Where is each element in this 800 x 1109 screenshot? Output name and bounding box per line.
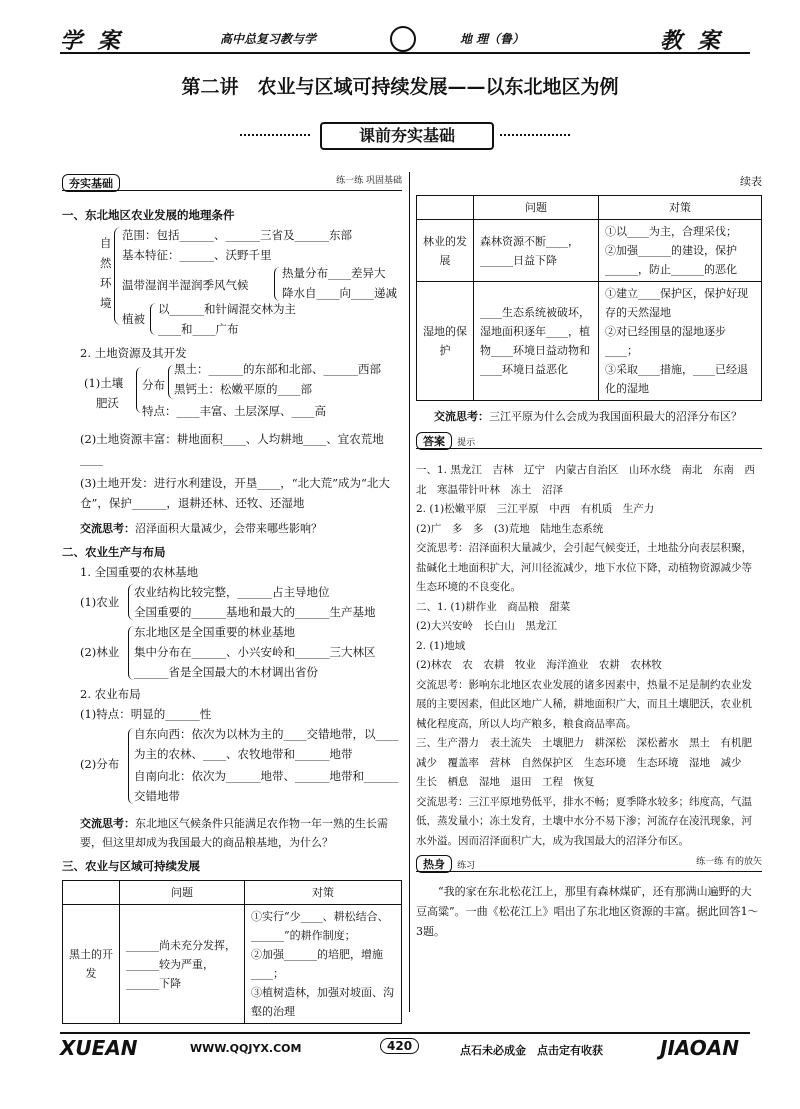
- range-line: 范围：包括______、______三省及______东部: [122, 228, 352, 242]
- vegetation-a: 以______和针阔混交林为主: [158, 302, 296, 316]
- header-subject: 地 理（鲁）: [460, 32, 525, 46]
- row-name: 湿地的保护: [417, 282, 474, 401]
- table-row: [63, 905, 402, 1024]
- answer-tag: 答案: [416, 432, 452, 450]
- layout-block: [62, 724, 402, 806]
- right-column: [416, 172, 762, 942]
- soil-label-2: 肥沃: [96, 396, 119, 410]
- answer-line: (2)广 多 多 (3)荒地 陆地生态系统: [416, 522, 604, 535]
- table-head-blank: [417, 196, 474, 220]
- think-label: 交流思考：: [80, 817, 135, 830]
- table-head-blank: [63, 881, 120, 905]
- section-tag: 夯实基础: [62, 174, 120, 192]
- measure: ②加强______的建设，保护______，防止______的恶化: [605, 244, 737, 276]
- row-problem: ______尚未充分发挥，______较为严重，______下降: [120, 905, 245, 1024]
- layout-1: (1)特点：明显的______性: [80, 707, 212, 721]
- continued-label: 续表: [740, 175, 762, 188]
- heading-1-2: 2. 土地资源及其开发: [80, 346, 187, 360]
- soil-black: 黑土：______的东部和北部、______西部: [174, 362, 381, 376]
- emblem-icon: [390, 26, 416, 52]
- left-column: [62, 172, 402, 1024]
- think-label: 交流思考：: [80, 522, 135, 535]
- nature-label: [100, 233, 114, 313]
- think-3: [434, 407, 762, 426]
- table-row: [417, 220, 762, 282]
- answer-line: 三、生产潜力 表土流失 土壤肥力 耕深松 深松蓄水 黑土 有机肥 减少 覆盖率 营林 自然保护区 生态环境 生态环境 湿地 减少 生长 栖息 湿地 退田 工程 恢复: [416, 737, 763, 788]
- agri-b: 全国重要的______基地和最大的______生产基地: [134, 605, 376, 619]
- practice-label: 练习: [457, 861, 476, 871]
- think-1: [80, 519, 402, 538]
- footer-rule: [60, 1032, 750, 1034]
- climate-heat: 热量分布____差异大: [282, 266, 386, 280]
- practice-tag-bar: [416, 853, 762, 872]
- answer-line: 交流思考：影响东北地区农业发展的诸多因素中，热量不足是制约农业发展的主要因素，但此区地广人稀，耕地面积广大，而且土壤肥沃，农业机械化程度高，所以人均产粮多，粮食商品率高。: [416, 678, 752, 730]
- row-name: 黑土的开发: [63, 905, 120, 1024]
- banner-title: 课前夯实基础: [320, 122, 494, 150]
- vegetation-label: 植被: [122, 312, 145, 326]
- answer-tag-bar: [416, 430, 762, 449]
- think-label: 交流思考：: [434, 410, 489, 423]
- practice-tag: 热身: [416, 855, 452, 873]
- footer-url: WWW.QQJYX.COM: [190, 1042, 302, 1055]
- measure: ①实行“少____、耕松结合、______”的耕作制度；: [251, 910, 389, 942]
- climate-line: 温带湿润半湿润季风气候: [122, 278, 249, 292]
- feature-line: 基本特征：______、沃野千里: [122, 248, 272, 262]
- page-header: [60, 20, 750, 60]
- layout-ew: 自东向西：依次为以林为主的____交错地带，以____为主的农林、____、农牧地带和______地带: [134, 727, 399, 761]
- measure: ②对已经围垦的湿地逐步____；: [605, 325, 726, 357]
- footer-slogan: 点石未必成金 点击定有收获: [460, 1044, 603, 1057]
- header-series: 高中总复习教与学: [220, 32, 317, 46]
- answer-line: (2)林农 农 农耕 牧业 海洋渔业 农耕 农林牧: [416, 659, 662, 671]
- heading-2: 二、农业生产与布局: [62, 545, 166, 559]
- nature-char: 然: [100, 256, 112, 270]
- section-tag-bar: [62, 172, 402, 191]
- table-head: 对策: [599, 196, 762, 220]
- answer-line: 一、1. 黑龙江 吉林 辽宁 内蒙古自治区 山环水绕 南北 东南 西北 寒温带针叶林 冻土 沼泽: [416, 464, 755, 496]
- soil-dist: 分布: [142, 378, 165, 392]
- nature-char: 自: [100, 236, 112, 250]
- soil-2: (2)土地资源丰富：耕地面积____、人均耕地____、宜农荒地____: [80, 432, 384, 466]
- row-measures: [599, 220, 762, 282]
- answer-line: (2)大兴安岭 长白山 黑龙江: [416, 620, 557, 632]
- table-head: 对策: [245, 881, 402, 905]
- soil-chernozem: 黑钙土：松嫩平原的____部: [174, 382, 312, 396]
- row-problem: 森林资源不断____，______日益下降: [474, 220, 599, 282]
- column-divider: [409, 172, 410, 1012]
- climate-rain: 降水自____向____递减: [282, 286, 397, 300]
- banner-rule-right: [500, 134, 570, 136]
- think-text: 东北地区气候条件只能满足农作物一年一熟的生长需要，但这里却成为我国最大的商品粮基地，为什么？: [80, 817, 388, 849]
- banner-rule-left: [240, 134, 310, 136]
- layout-label: (2)分布: [80, 757, 120, 771]
- answer-line: 交流思考：沼泽面积大量减少，会引起气候变迁，土地盐分向表层积聚，盐碱化土地面积扩大，河川径流减少，地下水位下降，动植物资源减少等生态环境的不良变化。: [416, 542, 752, 593]
- think-text: 沼泽面积大量减少，会带来哪些影响？: [135, 522, 322, 535]
- soil-block: [62, 363, 402, 425]
- heading-2-2: 2. 农业布局: [80, 687, 141, 701]
- section-banner: [240, 120, 570, 150]
- forest-b: 集中分布在______、小兴安岭和______三大林区: [134, 645, 376, 659]
- section-note: 练一练 巩固基础: [336, 176, 402, 186]
- forest-a: 东北地区是全国重要的林业基地: [134, 625, 295, 639]
- footer-right-logo: JIAOAN: [660, 1036, 739, 1060]
- table-head-row: [63, 881, 402, 905]
- practice-note: 练一练 有的放矢: [696, 857, 762, 867]
- brace: [274, 267, 280, 301]
- vegetation-b: ____和____广布: [158, 322, 239, 336]
- agri-a: 农业结构比较完整，______占主导地位: [134, 585, 330, 599]
- brace: [114, 227, 121, 325]
- forest-label: (2)林业: [80, 645, 120, 659]
- table-head: 问题: [120, 881, 245, 905]
- measure: ③采取____措施，____已经退化的湿地: [605, 363, 748, 395]
- row-measures: [599, 282, 762, 401]
- table-head: 问题: [474, 196, 599, 220]
- measure: ②加强______的培肥，增施____；: [251, 948, 383, 980]
- nature-char: 环: [100, 276, 112, 290]
- table-row: [417, 282, 762, 401]
- footer-left-logo: XUEAN: [60, 1036, 138, 1060]
- table-head-row: [417, 196, 762, 220]
- heading-1: 一、东北地区农业发展的地理条件: [62, 208, 235, 222]
- nature-char: 境: [100, 296, 112, 310]
- strategy-table: [62, 880, 402, 1024]
- think-text: 三江平原为什么会成为我国面积最大的沼泽分布区？: [489, 410, 742, 423]
- header-right-logo: 教 案: [660, 29, 724, 54]
- header-left-logo: 学 案: [60, 29, 124, 54]
- measure: ③植树造林，加强对坡面、沟壑的治理: [251, 986, 394, 1018]
- nature-block: [62, 225, 402, 336]
- agri-label: (1)农业: [80, 595, 120, 609]
- think-2: [80, 814, 402, 852]
- brace: [150, 303, 156, 335]
- practice-text: “我的家在东北松花江上，那里有森林煤矿，还有那满山遍野的大豆高粱”。一曲《松花江上》唱出了东北地区资源的丰富。据此回答1～3题。: [416, 885, 759, 938]
- soil-label: (1)土壤: [84, 376, 124, 390]
- heading-2-1: 1. 全国重要的农林基地: [80, 565, 199, 579]
- measure: ①以____为主，合理采伐；: [605, 225, 737, 238]
- header-rule: [60, 52, 750, 54]
- row-measures: [245, 905, 402, 1024]
- answers: [416, 461, 762, 851]
- soil-feature: 特点：____丰富、土层深厚、____高: [142, 404, 326, 418]
- soil-3: (3)土地开发：进行水利建设，开垦____，“北大荒”成为“北大仓”，保护______，退耕还林、还牧、还湿地: [80, 476, 390, 510]
- page-footer: [60, 1030, 750, 1064]
- layout-sn: 自南向北：依次为______地带、______地带和______交错地带: [134, 769, 399, 803]
- row-problem: ____生态系统被破坏，湿地面积逐年____，植物____环境日益动物和____环境日益恶化: [474, 282, 599, 401]
- forest-c: ______省是全国最大的木材调出省份: [134, 665, 318, 679]
- answer-line: 2. (1)松嫩平原 三江平原 中西 有机质 生产力: [416, 503, 655, 515]
- answer-line: 二、1. (1)耕作业 商品粮 甜菜: [416, 600, 571, 613]
- page-number: 420: [380, 1038, 419, 1054]
- strategy-table-continued: [416, 195, 762, 401]
- answer-line: 2. (1)地域: [416, 639, 466, 652]
- heading-3: 三、农业与区域可持续发展: [62, 859, 200, 873]
- forest-block: [62, 622, 402, 684]
- page-title: 第二讲 农业与区域可持续发展——以东北地区为例: [181, 76, 619, 98]
- agri-block: [62, 582, 402, 622]
- row-name: 林业的发展: [417, 220, 474, 282]
- measure: ①建立____保护区，保护好现存的天然湿地: [605, 287, 748, 319]
- answer-line: 交流思考：三江平原地势低平，排水不畅；夏季降水较多；纬度高，气温低，蒸发量小；冻土发育，土壤中水分不易下渗；河流存在凌汛现象，河水外溢。因而沼泽面积广大，成为我国最大的沼泽分布区。: [416, 795, 752, 847]
- answer-note: 提示: [457, 438, 476, 448]
